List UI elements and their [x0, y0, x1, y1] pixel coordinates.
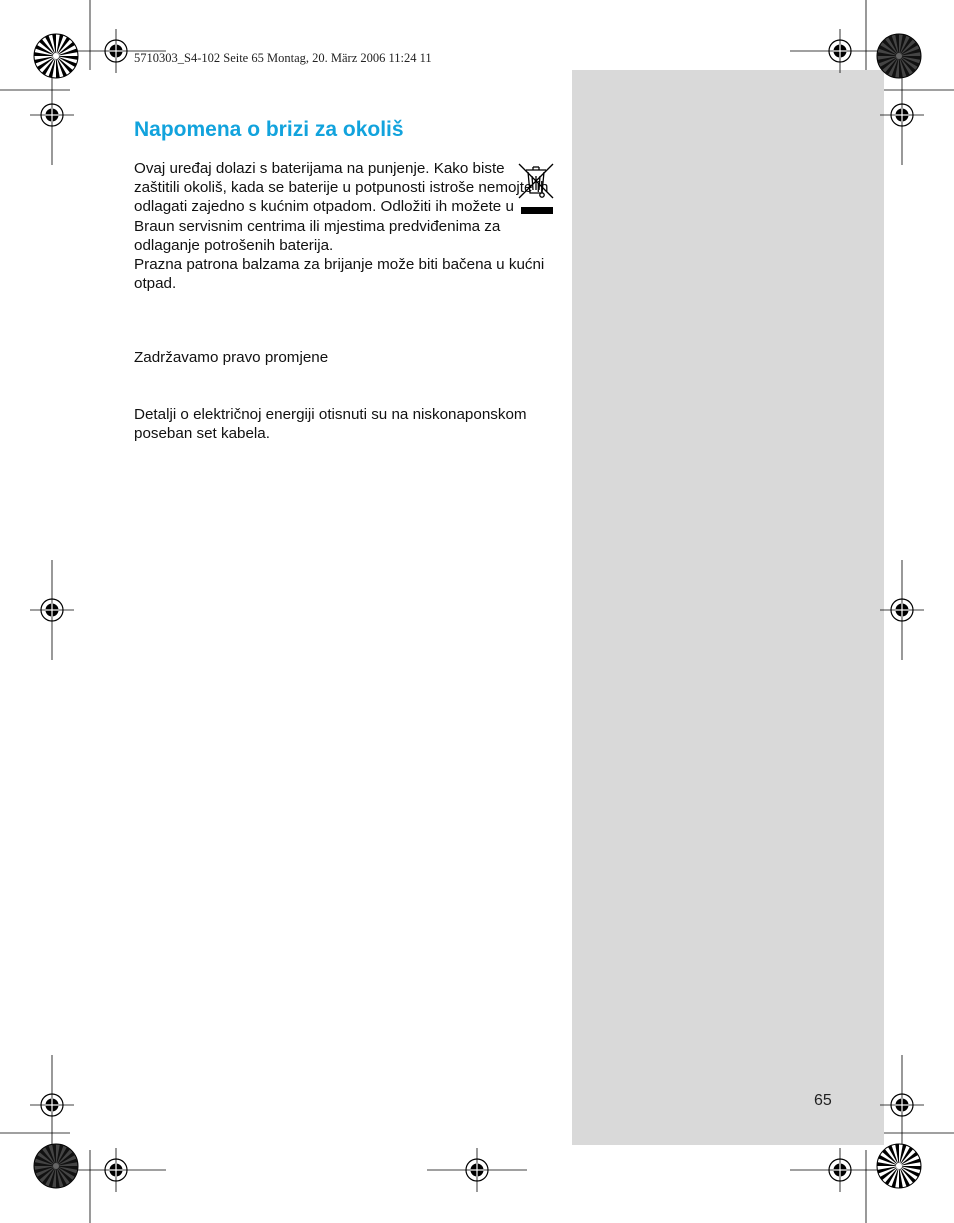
battery-paragraph: Ovaj uređaj dolazi s baterijama na punjenje. Kako biste zaštitili okoliš, kada se baterije u potpunosti istroše nemojte ih odlagati zajedno s kućnim otpadom. Odložiti ih možete u Braun servisnim centrima ili mjestima predviđenima za odlaganje potrošenih baterija. — [134, 160, 549, 254]
cartridge-paragraph: Prazna patrona balzama za brijanje može biti bačena u kućni otpad. — [134, 256, 545, 293]
print-header: 5710303_S4-102 Seite 65 Montag, 20. März 2006 11:24 11 — [134, 51, 432, 65]
registration-mark-icon — [880, 1055, 924, 1155]
registration-mark-icon — [790, 29, 890, 73]
registration-mark-icon — [880, 560, 924, 660]
registration-mark-icon — [30, 65, 74, 165]
registration-mark-icon — [427, 1148, 527, 1192]
color-wheel-icon — [34, 1144, 78, 1188]
page-number: 65 — [814, 1092, 832, 1109]
crossed-out-wheeled-bin-icon — [516, 161, 556, 217]
environment-notice — [134, 159, 554, 293]
color-wheel-icon — [34, 34, 78, 78]
registration-mark-icon — [790, 1148, 890, 1192]
electrical-details-note: Detalji o električnoj energiji otisnuti su na niskonaponskom poseban set kabela. — [134, 406, 527, 443]
registration-mark-icon — [880, 65, 924, 165]
color-wheel-icon — [877, 34, 921, 78]
registration-mark-icon — [66, 1148, 166, 1192]
section-title: Napomena o brizi za okoliš — [134, 118, 404, 141]
registration-mark-icon — [30, 1055, 74, 1155]
rights-reserved-note: Zadržavamo pravo promjene — [134, 349, 329, 366]
registration-mark-icon — [30, 560, 74, 660]
color-wheel-icon — [877, 1144, 921, 1188]
